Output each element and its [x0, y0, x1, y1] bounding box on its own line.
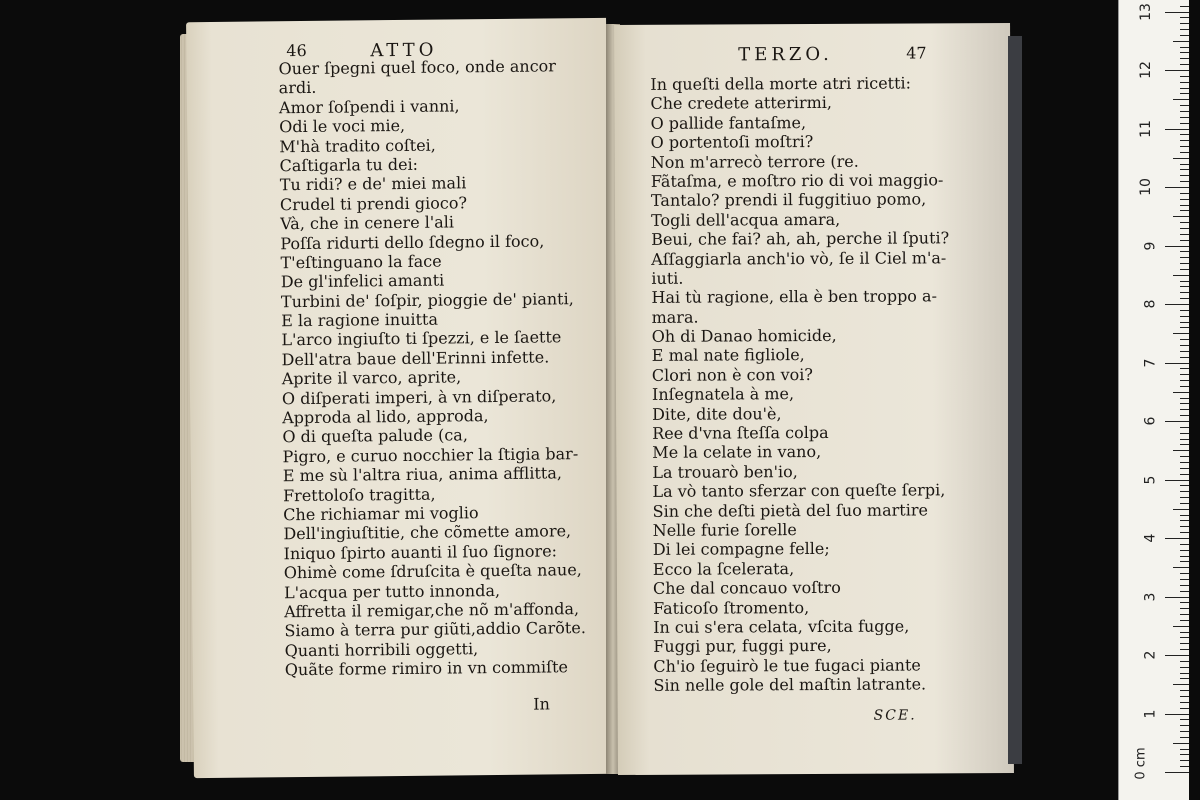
text-line: Non m'arrecò terrore (re.	[650, 151, 859, 172]
ruler-tick	[1180, 632, 1189, 633]
text-line: O di queſta palude (ca,	[282, 425, 468, 447]
ruler-number: 13	[1138, 2, 1155, 21]
ruler-tick	[1165, 363, 1189, 364]
ruler-tick	[1180, 263, 1189, 264]
text-line: Fuggi pur, fuggi pure,	[653, 636, 832, 657]
ruler-tick	[1165, 538, 1189, 539]
text-line: Ohimè come ſdruſcita è queſta naue,	[283, 560, 582, 583]
ruler-tick	[1180, 526, 1189, 527]
ruler-tick	[1180, 614, 1189, 615]
ruler-tick	[1180, 433, 1189, 434]
ruler-tick	[1180, 643, 1189, 644]
ruler-tick	[1180, 257, 1189, 258]
text-line: Poſſa ridurti dello ſdegno il foco,	[280, 230, 545, 253]
ruler-unit-label: 0 cm	[1133, 747, 1149, 780]
ruler-tick	[1180, 760, 1189, 761]
text-line: Ch'io ſeguirò le tue fugaci piante	[653, 655, 921, 676]
ruler-tick	[1180, 251, 1189, 252]
ruler-tick	[1180, 444, 1189, 445]
ruler-tick	[1180, 620, 1189, 621]
page-number-left: 46	[286, 40, 307, 61]
text-line: L'acqua per tutto innonda,	[283, 580, 501, 602]
text-line: Tu ridi? e de' miei mali	[279, 173, 467, 195]
ruler-tick	[1173, 333, 1189, 334]
ruler-tick	[1165, 246, 1189, 247]
ruler-tick	[1180, 193, 1189, 194]
ruler-tick	[1180, 357, 1189, 358]
text-line: In queſti della morte atri ricetti:	[650, 73, 912, 94]
ruler-tick	[1180, 164, 1189, 165]
ruler-tick	[1180, 64, 1189, 65]
running-header-left: ATTO	[370, 39, 438, 62]
ruler-tick	[1180, 181, 1189, 182]
ruler-tick	[1180, 123, 1189, 124]
ruler-tick	[1173, 392, 1189, 393]
text-line: ardi.	[278, 78, 317, 98]
text-line: O portentoſi moſtri?	[650, 132, 814, 153]
ruler-tick	[1180, 637, 1189, 638]
text-line: Approda al lido, approda,	[282, 406, 489, 428]
right-page	[614, 23, 1014, 775]
text-line: E la ragione inuitta	[281, 309, 439, 331]
catchword-right: SCE.	[873, 707, 917, 724]
ruler-tick	[1180, 140, 1189, 141]
ruler-tick	[1180, 439, 1189, 440]
ruler-tick	[1180, 146, 1189, 147]
ruler-tick	[1165, 655, 1189, 656]
text-line: Beui, che fai? ah, ah, perche il ſputi?	[651, 228, 950, 249]
ruler-tick	[1180, 281, 1189, 282]
text-line: Hai tù ragione, ella è ben troppo a-	[651, 286, 937, 308]
ruler-tick	[1180, 690, 1189, 691]
ruler-tick	[1180, 205, 1189, 206]
text-line: Sin nelle gole del maſtin latrante.	[653, 674, 927, 695]
ruler-tick	[1165, 421, 1189, 422]
text-line: Clori non è con voi?	[651, 364, 813, 385]
ruler-tick	[1180, 117, 1189, 118]
text-line: Và, che in cenere l'ali	[280, 212, 455, 234]
ruler-tick	[1180, 754, 1189, 755]
ruler-tick	[1180, 292, 1189, 293]
ruler-tick	[1180, 591, 1189, 592]
ruler-tick	[1180, 88, 1189, 89]
text-line: iuti.	[651, 268, 684, 288]
text-line: Dell'atra baue dell'Erinni infette.	[281, 347, 550, 370]
ruler-tick	[1180, 169, 1189, 170]
ruler-tick	[1165, 70, 1189, 71]
ruler-tick	[1180, 649, 1189, 650]
ruler-tick	[1180, 602, 1189, 603]
ruler-tick	[1180, 374, 1189, 375]
ruler-tick	[1180, 386, 1189, 387]
ruler-tick	[1180, 240, 1189, 241]
ruler-tick	[1173, 567, 1189, 568]
ruler-tick	[1180, 6, 1189, 7]
ruler-tick	[1180, 76, 1189, 77]
text-line: Oh di Danao homicide,	[651, 325, 837, 346]
ruler-tick	[1165, 129, 1189, 130]
ruler-tick	[1180, 737, 1189, 738]
ruler-tick	[1165, 12, 1189, 13]
ruler-tick	[1180, 339, 1189, 340]
text-line: E mal nate figliole,	[651, 345, 805, 366]
ruler-number: 2	[1142, 650, 1159, 660]
ruler-number: 10	[1138, 178, 1155, 196]
text-line: La vò tanto sferzar con queſte ſerpi,	[652, 480, 946, 502]
text-line: Quãte forme rimiro in vn commiſte	[284, 657, 569, 680]
text-line: Sin che deſti pietà del ſuo martire	[652, 499, 928, 521]
ruler-tick	[1180, 532, 1189, 533]
ruler-tick	[1180, 175, 1189, 176]
ruler-tick	[1180, 368, 1189, 369]
text-line: In cui s'era celata, vſcita fugge,	[653, 616, 910, 637]
ruler-tick	[1180, 678, 1189, 679]
ruler-tick	[1180, 82, 1189, 83]
ruler-tick	[1180, 749, 1189, 750]
ruler-number: 9	[1142, 241, 1159, 250]
ruler-tick	[1180, 556, 1189, 557]
ruler-tick	[1180, 731, 1189, 732]
ruler-tick	[1180, 222, 1189, 223]
ruler-number: 4	[1142, 533, 1159, 543]
ruler-tick	[1180, 152, 1189, 153]
book-cover-edge	[1008, 36, 1022, 764]
text-line: Odi le voci mie,	[279, 116, 406, 137]
ruler-tick	[1180, 544, 1189, 545]
text-line: Affretta il remigar,che nõ m'affonda,	[284, 599, 580, 622]
ruler-tick	[1180, 93, 1189, 94]
ruler-number: 7	[1142, 358, 1159, 367]
text-line: Pigro, e curuo nocchier la ſtigia bar-	[282, 443, 579, 467]
ruler-tick	[1180, 52, 1189, 53]
ruler-tick	[1180, 427, 1189, 428]
text-line: mara.	[651, 307, 699, 327]
text-line: Faticoſo ſtromento,	[653, 597, 810, 618]
ruler-tick	[1180, 269, 1189, 270]
ruler-tick	[1180, 415, 1189, 416]
ruler-number: 6	[1142, 416, 1159, 426]
text-line: Dite, dite dou'è,	[652, 403, 782, 424]
ruler-number: 5	[1142, 475, 1159, 484]
text-line: Frettoloſo tragitta,	[282, 484, 436, 505]
text-line: Quanti horribili oggetti,	[284, 638, 479, 660]
ruler-tick	[1180, 380, 1189, 381]
ruler-tick	[1180, 403, 1189, 404]
ruler-tick	[1165, 304, 1189, 305]
ruler-tick	[1173, 158, 1189, 159]
text-line: E me sù l'altra riua, anima afflitta,	[282, 463, 563, 486]
text-line: Turbini de' ſoſpir, pioggie de' pianti,	[280, 288, 574, 311]
ruler-tick	[1180, 550, 1189, 551]
ruler-tick	[1180, 345, 1189, 346]
running-header-right: TERZO.	[738, 43, 833, 66]
ruler-tick	[1180, 35, 1189, 36]
text-line: Me la celate in vano,	[652, 442, 822, 463]
ruler-tick	[1180, 696, 1189, 697]
ruler-tick	[1180, 485, 1189, 486]
ruler-tick	[1180, 766, 1189, 767]
ruler-number: 11	[1138, 119, 1155, 138]
ruler-tick	[1180, 456, 1189, 457]
text-line: L'arco ingiuſto ti ſpezzi, e le ſaette	[281, 327, 562, 350]
ruler-tick	[1173, 99, 1189, 100]
ruler-tick	[1180, 702, 1189, 703]
text-line: Che dal concauo voſtro	[652, 578, 841, 599]
text-line: O pallide fantaſme,	[650, 112, 807, 133]
catchword-left: In	[533, 694, 550, 714]
ruler-tick	[1173, 275, 1189, 276]
ruler-tick	[1180, 673, 1189, 674]
ruler-tick	[1165, 480, 1189, 481]
ruler-tick	[1180, 298, 1189, 299]
ruler-tick	[1180, 398, 1189, 399]
text-line: O diſperati imperi, à vn diſperato,	[281, 386, 557, 408]
ruler-tick	[1180, 17, 1189, 18]
right-page-text	[650, 73, 951, 695]
ruler-tick	[1180, 29, 1189, 30]
ruler-tick	[1180, 228, 1189, 229]
text-line: Ree d'vna ſteſſa colpa	[652, 422, 829, 443]
ruler-tick	[1180, 23, 1189, 24]
ruler-tick	[1180, 708, 1189, 709]
ruler-tick	[1180, 474, 1189, 475]
text-line: Ecco la ſcelerata,	[652, 558, 795, 579]
ruler-tick	[1173, 216, 1189, 217]
ruler-tick	[1173, 450, 1189, 451]
ruler-tick	[1180, 520, 1189, 521]
ruler-number: 3	[1142, 592, 1159, 601]
text-line: Che credete atterirmi,	[650, 93, 833, 114]
ruler-number: 12	[1138, 61, 1155, 79]
measuring-ruler	[1118, 0, 1189, 800]
ruler-number: 8	[1142, 299, 1159, 309]
text-line: T'eſtinguano la face	[280, 251, 442, 273]
ruler-tick	[1173, 684, 1189, 685]
ruler-tick	[1173, 743, 1189, 744]
ruler-tick	[1180, 199, 1189, 200]
text-line: M'hà tradito coſtei,	[279, 135, 436, 156]
text-line: La trouarò ben'io,	[652, 461, 798, 482]
ruler-tick	[1173, 626, 1189, 627]
ruler-tick	[1180, 351, 1189, 352]
ruler-tick	[1165, 714, 1189, 715]
ruler-tick	[1180, 327, 1189, 328]
ruler-tick	[1180, 491, 1189, 492]
page-number-right: 47	[906, 43, 927, 63]
ruler-tick	[1180, 725, 1189, 726]
ruler-tick	[1180, 667, 1189, 668]
ruler-tick	[1180, 47, 1189, 48]
text-line: Siamo à terra pur giũti,addio Carõte.	[284, 618, 586, 641]
text-line: Iniquo ſpirto auanti il ſuo ſignore:	[283, 541, 558, 563]
left-page	[186, 18, 614, 778]
ruler-tick	[1180, 579, 1189, 580]
ruler-tick	[1180, 210, 1189, 211]
text-line: Caſtigarla tu dei:	[279, 154, 419, 176]
text-line: Nelle furie ſorelle	[652, 520, 797, 540]
ruler-tick	[1180, 58, 1189, 59]
ruler-tick	[1180, 111, 1189, 112]
ruler-tick	[1180, 310, 1189, 311]
text-line: Amor ſoſpendi i vanni,	[278, 96, 460, 118]
text-line: Che richiamar mi voglio	[283, 503, 479, 525]
text-line: Tantalo? prendi il fuggitiuo pomo,	[650, 189, 927, 211]
ruler-tick	[1180, 134, 1189, 135]
ruler-tick	[1180, 497, 1189, 498]
left-page-text	[278, 56, 586, 680]
ruler-tick	[1180, 661, 1189, 662]
ruler-tick	[1180, 573, 1189, 574]
ruler-tick	[1180, 608, 1189, 609]
ruler-tick	[1180, 286, 1189, 287]
ruler-tick	[1180, 234, 1189, 235]
text-line: Ouer ſpegni quel foco, onde ancor	[278, 56, 557, 79]
ruler-tick	[1180, 515, 1189, 516]
text-line: Dell'ingiuſtitie, che cõmette amore,	[283, 521, 572, 544]
text-line: Crudel ti prendi gioco?	[279, 193, 468, 214]
ruler-tick	[1165, 772, 1189, 773]
text-line: De gl'infelici amanti	[280, 270, 445, 292]
ruler-tick	[1180, 468, 1189, 469]
ruler-tick	[1180, 719, 1189, 720]
ruler-tick	[1180, 585, 1189, 586]
ruler-tick	[1165, 187, 1189, 188]
ruler-tick	[1165, 597, 1189, 598]
ruler-tick	[1180, 316, 1189, 317]
ruler-tick	[1180, 322, 1189, 323]
text-line: Fãtaſma, e moſtro rio di voi maggio-	[650, 170, 944, 191]
ruler-tick	[1173, 41, 1189, 42]
text-line: Aſſaggiarla anch'io vò, ſe il Ciel m'a-	[651, 247, 947, 269]
text-line: Aprite il varco, aprite,	[281, 367, 462, 389]
ruler-tick	[1180, 561, 1189, 562]
ruler-tick	[1180, 409, 1189, 410]
ruler-tick	[1180, 105, 1189, 106]
open-book	[186, 14, 1022, 778]
text-line: Inſegnatela à me,	[651, 384, 795, 405]
text-line: Togli dell'acqua amara,	[651, 209, 841, 230]
ruler-number: 1	[1142, 709, 1159, 718]
ruler-tick	[1180, 503, 1189, 504]
ruler-tick	[1173, 509, 1189, 510]
ruler-tick	[1180, 462, 1189, 463]
text-line: Di lei compagne felle;	[652, 539, 830, 560]
